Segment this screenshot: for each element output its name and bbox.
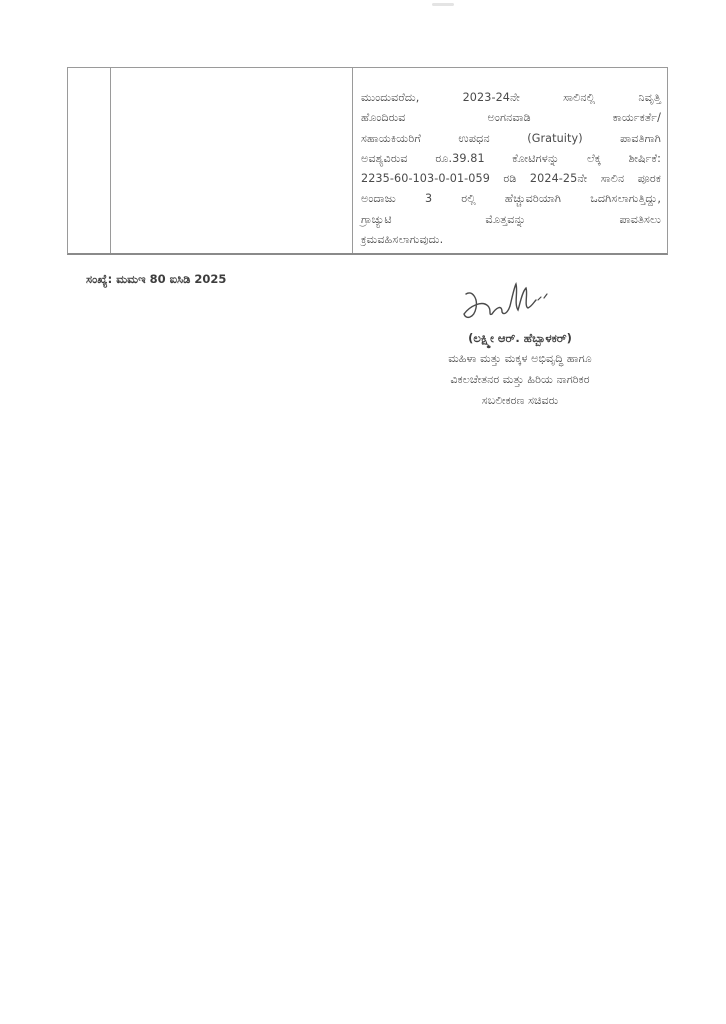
paragraph-line: ಗ್ರಾಚ್ಯುಟಿ ಮೊತ್ತವನ್ನು ಪಾವತಿಸಲು [361, 212, 661, 226]
table-cell-description [353, 68, 667, 253]
signature-icon [458, 278, 568, 326]
signer-title-line: ಮಹಿಳಾ ಮತ್ತು ಮಕ್ಕಳ ಅಭಿವೃದ್ಧಿ ಹಾಗೂ [448, 352, 592, 365]
paragraph-line: ಅಂದಾಜು 3 ರಲ್ಲಿ ಹೆಚ್ಚುವರಿಯಾಗಿ ಒದಗಿಸಲಾಗುತ್ತಿದ್ದು, [361, 192, 661, 206]
signature-block [400, 278, 640, 411]
table-cell-subject [111, 68, 353, 253]
table-cell-serial [68, 68, 111, 253]
scan-artifact [432, 3, 454, 6]
paragraph-line: 2235-60-103-0-01-059 ರಡಿ 2024-25ನೇ ಸಾಲಿನ ಪೂರಕ [361, 172, 661, 186]
signer-title-line: ವಿಕಲಚೇತನರ ಮತ್ತು ಹಿರಿಯ ನಾಗರಿಕರ [450, 373, 590, 386]
signer-name: (ಲಕ್ಷ್ಮೀ ಆರ್. ಹೆಬ್ಬಾಳಕರ್) [468, 331, 572, 345]
order-number: ಸಂಖ್ಯೆ: ಮಮಇ 80 ಐಸಿಡಿ 2025 [86, 272, 227, 286]
paragraph-line: ಸಹಾಯಕಿಯರಿಗೆ ಉಪಧನ (Gratuity) ಪಾವತಿಗಾಗಿ [361, 131, 661, 145]
paragraph-line: ಮುಂದುವರೆದು, 2023-24ನೇ ಸಾಲಿನಲ್ಲಿ ನಿವೃತ್ತಿ [361, 91, 661, 104]
paragraph-line: ಕ್ರಮವಹಿಸಲಾಗುವುದು. [361, 233, 444, 247]
order-table [67, 67, 668, 255]
paragraph-line: ಅವಶ್ಯವಿರುವ ರೂ.39.81 ಕೋಟಿಗಳನ್ನು ಲೆಕ್ಕ ಶೀರ್ಷಿಕೆ: [361, 151, 661, 165]
signer-title-line: ಸಬಲೀಕರಣ ಸಚಿವರು [481, 394, 559, 407]
paragraph-line: ಹೊಂದಿರುವ ಅಂಗನವಾಡಿ ಕಾರ್ಯಕರ್ತೆ/ [361, 111, 661, 125]
handwritten-signature [400, 278, 640, 326]
description-paragraph [361, 88, 661, 250]
